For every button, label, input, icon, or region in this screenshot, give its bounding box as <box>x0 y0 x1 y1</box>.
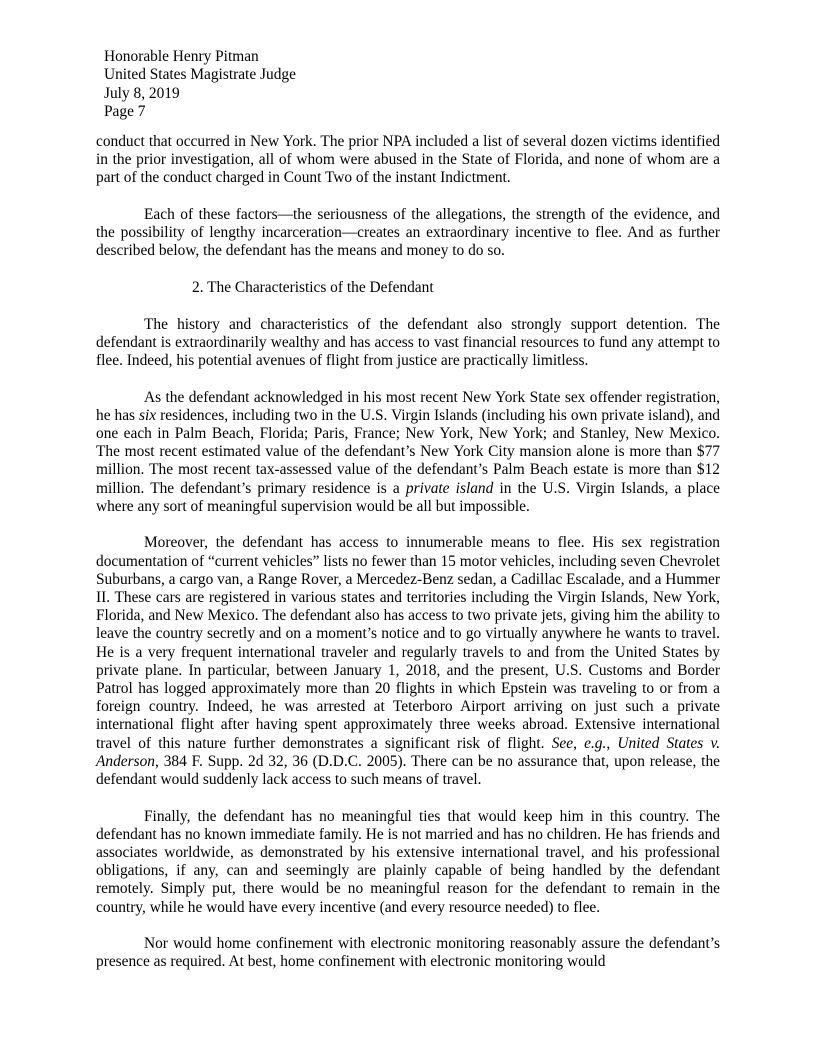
italic-text: six <box>139 406 157 424</box>
text-run: residences, including two in the U.S. Virgin Islands (including his own private island), and one each in Palm Beach, Florida; Paris, France; New York, New York; and Stanley, New Mexico. The most recent estimated value of the defendant’s New York City mansion alone is more than $77 million. The most recent tax-assessed value of the defendant’s Palm Beach estate is more than $12 million. The defendant’s primary residence is a <box>96 406 720 497</box>
italic-text: private island <box>405 479 494 497</box>
text-run: , <box>573 734 585 752</box>
text-run: in the U.S. Virgin Islands, a place where any sort of meaningful supervision would be all but impossible. <box>96 479 720 515</box>
case-citation: United States v. Anderson <box>96 734 720 770</box>
section-heading: 2. The Characteristics of the Defendant <box>192 279 434 296</box>
paragraph-residences <box>96 389 720 516</box>
addressee-name: Honorable Henry Pitman <box>104 48 259 65</box>
text-run: As the defendant acknowledged in his most recent New York State sex offender registration, he has <box>96 388 720 424</box>
addressee-title: United States Magistrate Judge <box>104 66 296 84</box>
paragraph-home-confinement: Nor would home confinement with electronic monitoring reasonably assure the defendant’s presence as required. At best, home confinement with electronic monitoring would <box>96 935 720 971</box>
paragraph-history: The history and characteristics of the defendant also strongly support detention. The defendant is extraordinarily wealthy and has access to vast financial resources to fund any attempt to flee. Indeed, his potential avenues of flight from justice are practically limitless. <box>96 315 720 369</box>
paragraph-factors: Each of these factors—the seriousness of the allegations, the strength of the evidence, and the possibility of lengthy incarceration—creates an extraordinary incentive to flee. And as further described below, the defendant has the means and money to do so. <box>96 206 720 260</box>
italic-text: e.g. <box>584 734 607 752</box>
text-run: , <box>606 734 618 752</box>
letter-header <box>104 48 504 122</box>
italic-text: See <box>551 734 574 752</box>
letter-body <box>96 133 720 972</box>
text-run: Moreover, the defendant has access to innumerable means to flee. His sex registration documentation of “current vehicles” lists no fewer than 15 motor vehicles, including seven Chevrolet Suburbans, a cargo van, a Range Rover, a Mercedez-Benz sedan, a Cadillac Escalade, and a Hummer II. These cars are registered in various states and territories including the Virgin Islands, New York, Florida, and New Mexico. The defendant also has access to two private jets, giving him the ability to leave the country secretly and on a moment’s notice and to go virtually anywhere he wants to travel. He is a very frequent international traveler and regularly travels to and from the United States by private plane. In particular, between January 1, 2018, and the present, U.S. Customs and Border Patrol has logged approximately more than 20 flights in which Epstein was traveling to or from a foreign country. Indeed, he was arrested at Teterboro Airport arriving on just such a private international flight after having spent approximately three weeks abroad. Extensive international travel of this nature further demonstrates a significant risk of flight. <box>96 534 720 752</box>
paragraph-ties: Finally, the defendant has no meaningful ties that would keep him in this country. The defendant has no known immediate family. He is not married and has no children. He has friends and associates worldwide, as demonstrated by his extensive international travel, and his professional obligations, if any, can and seemingly are plainly capable of being handled by the defendant remotely. Simply put, there would be no meaningful reason for the defendant to remain in the country, while he would have every incentive (and every resource needed) to flee. <box>96 807 720 916</box>
text-run: , 384 F. Supp. 2d 32, 36 (D.D.C. 2005). There can be no assurance that, upon release, the defendant would suddenly lack access to such means of travel. <box>96 752 720 789</box>
paragraph-means-to-flee <box>96 534 720 789</box>
page-number: Page 7 <box>104 103 146 121</box>
letter-date: July 8, 2019 <box>104 84 180 102</box>
paragraph-continuation: conduct that occurred in New York. The prior NPA included a list of several dozen victims identified in the prior investigation, all of whom were abused in the State of Florida, and none of whom are a part of the conduct charged in Count Two of the instant Indictment. <box>96 133 720 187</box>
